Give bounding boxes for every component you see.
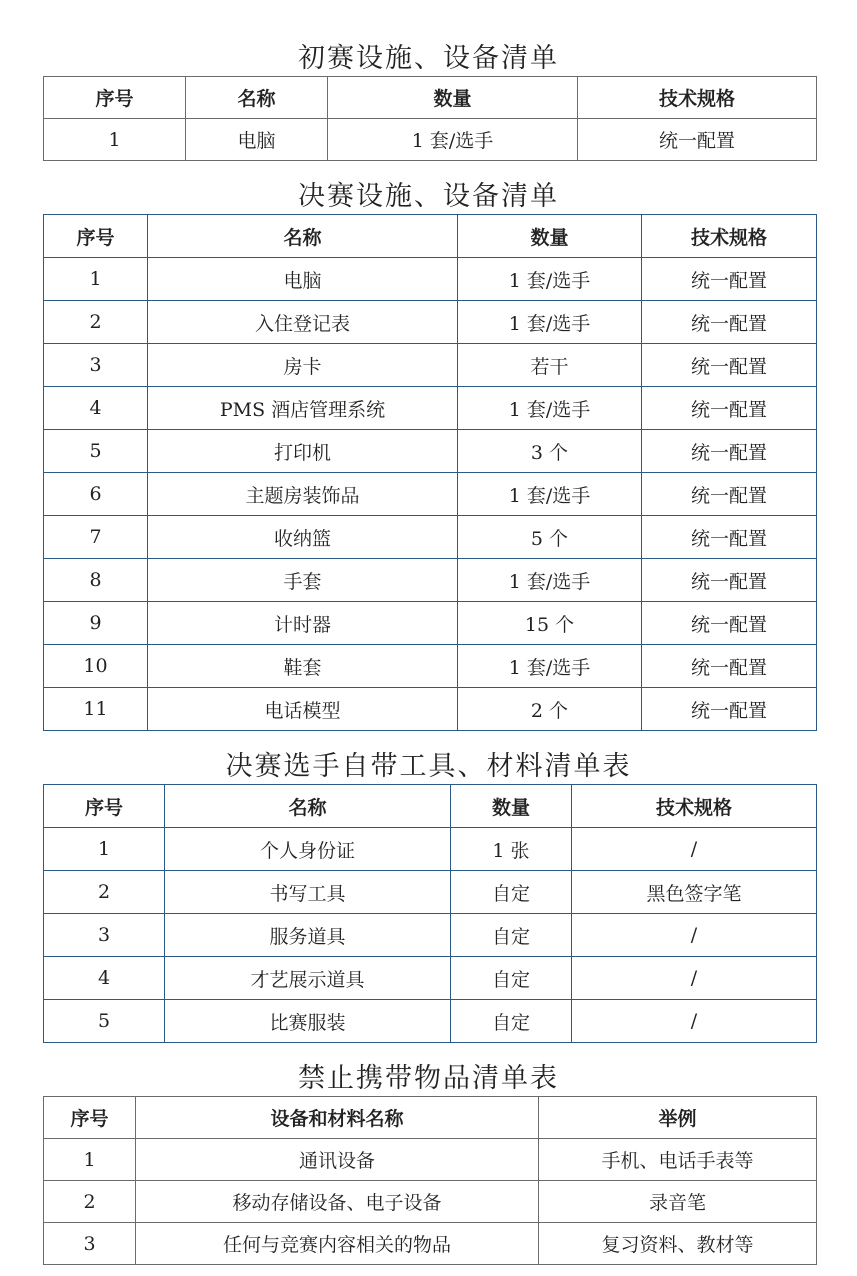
table-row xyxy=(44,1139,817,1181)
table-header-row xyxy=(44,77,817,119)
cell-spec: 统一配置 xyxy=(642,344,817,387)
cell-spec: 统一配置 xyxy=(642,258,817,301)
cell-quantity: 1 张 xyxy=(451,828,572,871)
table-row xyxy=(44,344,817,387)
cell-index: 11 xyxy=(44,688,148,731)
cell-name: 手套 xyxy=(148,559,458,602)
table-row xyxy=(44,957,817,1000)
cell-quantity: 1 套/选手 xyxy=(458,258,642,301)
cell-index: 2 xyxy=(44,301,148,344)
cell-quantity: 3 个 xyxy=(458,430,642,473)
cell-quantity: 自定 xyxy=(451,957,572,1000)
cell-name: 才艺展示道具 xyxy=(165,957,451,1000)
cell-quantity: 15 个 xyxy=(458,602,642,645)
prohibited-table xyxy=(43,1096,817,1265)
cell-name: 电话模型 xyxy=(148,688,458,731)
cell-index: 1 xyxy=(44,258,148,301)
cell-spec: / xyxy=(572,1000,817,1043)
table-row xyxy=(44,871,817,914)
cell-index: 4 xyxy=(44,387,148,430)
cell-quantity: 1 套/选手 xyxy=(328,119,578,161)
table-row xyxy=(44,559,817,602)
table-row xyxy=(44,473,817,516)
cell-quantity: 自定 xyxy=(451,871,572,914)
table-row xyxy=(44,516,817,559)
own-tools-table xyxy=(43,784,817,1043)
header-cell: 技术规格 xyxy=(642,215,817,258)
cell-name: 服务道具 xyxy=(165,914,451,957)
cell-quantity: 1 套/选手 xyxy=(458,387,642,430)
cell-index: 8 xyxy=(44,559,148,602)
cell-quantity: 1 套/选手 xyxy=(458,301,642,344)
header-cell: 名称 xyxy=(165,785,451,828)
cell-name: PMS 酒店管理系统 xyxy=(148,387,458,430)
cell-index: 5 xyxy=(44,1000,165,1043)
header-cell: 序号 xyxy=(44,77,186,119)
cell-name: 移动存储设备、电子设备 xyxy=(136,1181,539,1223)
cell-name: 收纳篮 xyxy=(148,516,458,559)
header-cell: 技术规格 xyxy=(572,785,817,828)
table-row xyxy=(44,914,817,957)
cell-spec: 统一配置 xyxy=(578,119,817,161)
cell-quantity: 2 个 xyxy=(458,688,642,731)
header-cell: 序号 xyxy=(44,785,165,828)
own-tools-title: 决赛选手自带工具、材料清单表 xyxy=(225,751,632,782)
cell-index: 1 xyxy=(44,828,165,871)
final-title: 决赛设施、设备清单 xyxy=(298,181,559,212)
cell-spec: 统一配置 xyxy=(642,473,817,516)
header-cell: 序号 xyxy=(44,1097,136,1139)
header-cell: 数量 xyxy=(451,785,572,828)
cell-index: 3 xyxy=(44,914,165,957)
table-header-row xyxy=(44,1097,817,1139)
cell-index: 3 xyxy=(44,344,148,387)
table-row xyxy=(44,301,817,344)
cell-quantity: 自定 xyxy=(451,1000,572,1043)
cell-name: 电脑 xyxy=(148,258,458,301)
cell-quantity: 1 套/选手 xyxy=(458,473,642,516)
cell-index: 7 xyxy=(44,516,148,559)
cell-example: 手机、电话手表等 xyxy=(539,1139,817,1181)
cell-example: 录音笔 xyxy=(539,1181,817,1223)
prelim-table xyxy=(43,76,817,161)
table-header-row xyxy=(44,215,817,258)
cell-spec: 统一配置 xyxy=(642,602,817,645)
cell-quantity: 5 个 xyxy=(458,516,642,559)
cell-index: 9 xyxy=(44,602,148,645)
header-cell: 数量 xyxy=(328,77,578,119)
cell-name: 通讯设备 xyxy=(136,1139,539,1181)
cell-name: 比赛服装 xyxy=(165,1000,451,1043)
table-row xyxy=(44,602,817,645)
cell-name: 电脑 xyxy=(186,119,328,161)
table-header-row xyxy=(44,785,817,828)
cell-quantity: 1 套/选手 xyxy=(458,559,642,602)
cell-name: 计时器 xyxy=(148,602,458,645)
table-row xyxy=(44,1000,817,1043)
cell-spec: 统一配置 xyxy=(642,301,817,344)
prelim-title: 初赛设施、设备清单 xyxy=(298,43,559,74)
header-cell: 设备和材料名称 xyxy=(136,1097,539,1139)
cell-example: 复习资料、教材等 xyxy=(539,1223,817,1265)
final-table xyxy=(43,214,817,731)
table-row xyxy=(44,645,817,688)
cell-name: 主题房装饰品 xyxy=(148,473,458,516)
cell-name: 房卡 xyxy=(148,344,458,387)
header-cell: 名称 xyxy=(148,215,458,258)
cell-name: 鞋套 xyxy=(148,645,458,688)
cell-index: 10 xyxy=(44,645,148,688)
cell-quantity: 自定 xyxy=(451,914,572,957)
header-cell: 名称 xyxy=(186,77,328,119)
cell-name: 书写工具 xyxy=(165,871,451,914)
table-row xyxy=(44,688,817,731)
cell-index: 3 xyxy=(44,1223,136,1265)
cell-name: 打印机 xyxy=(148,430,458,473)
cell-index: 2 xyxy=(44,1181,136,1223)
header-cell: 技术规格 xyxy=(578,77,817,119)
cell-name: 个人身份证 xyxy=(165,828,451,871)
cell-index: 6 xyxy=(44,473,148,516)
table-row xyxy=(44,1223,817,1265)
prohibited-title: 禁止携带物品清单表 xyxy=(298,1063,559,1094)
cell-spec: 统一配置 xyxy=(642,516,817,559)
table-row xyxy=(44,119,817,161)
cell-spec: 统一配置 xyxy=(642,645,817,688)
cell-spec: 统一配置 xyxy=(642,430,817,473)
cell-spec: 统一配置 xyxy=(642,559,817,602)
cell-quantity: 1 套/选手 xyxy=(458,645,642,688)
cell-name: 任何与竞赛内容相关的物品 xyxy=(136,1223,539,1265)
header-cell: 举例 xyxy=(539,1097,817,1139)
cell-spec: / xyxy=(572,828,817,871)
header-cell: 数量 xyxy=(458,215,642,258)
cell-index: 2 xyxy=(44,871,165,914)
cell-spec: 黑色签字笔 xyxy=(572,871,817,914)
header-cell: 序号 xyxy=(44,215,148,258)
cell-spec: / xyxy=(572,914,817,957)
table-row xyxy=(44,1181,817,1223)
cell-quantity: 若干 xyxy=(458,344,642,387)
cell-index: 5 xyxy=(44,430,148,473)
table-row xyxy=(44,430,817,473)
table-row xyxy=(44,258,817,301)
cell-spec: / xyxy=(572,957,817,1000)
cell-index: 1 xyxy=(44,1139,136,1181)
table-row xyxy=(44,828,817,871)
table-row xyxy=(44,387,817,430)
cell-spec: 统一配置 xyxy=(642,688,817,731)
cell-index: 1 xyxy=(44,119,186,161)
cell-index: 4 xyxy=(44,957,165,1000)
cell-spec: 统一配置 xyxy=(642,387,817,430)
cell-name: 入住登记表 xyxy=(148,301,458,344)
